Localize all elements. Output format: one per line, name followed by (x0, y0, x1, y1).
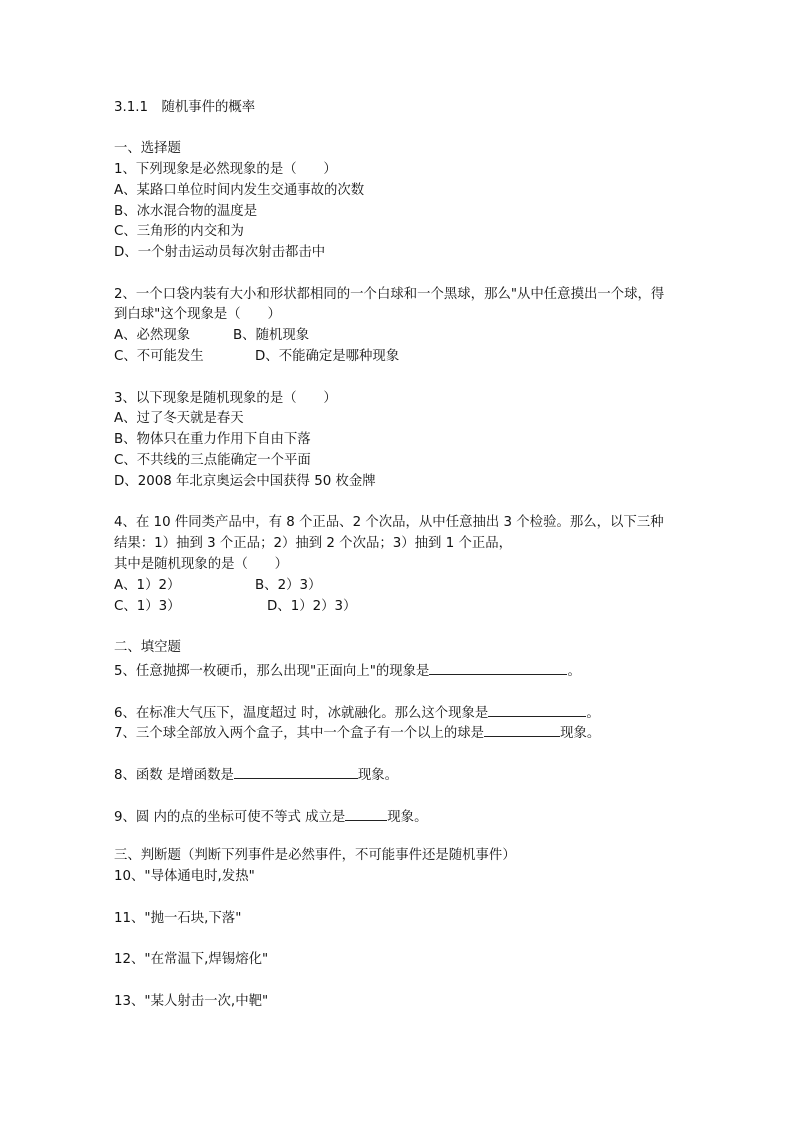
q3-option-b: B、物体只在重力作用下自由下落 (114, 432, 311, 447)
q1-option-a: A、某路口单位时间内发生交通事故的次数 (114, 183, 365, 198)
section-fill-heading: 二、填空题 (114, 640, 181, 655)
q3-option-d: D、2008 年北京奥运会中国获得 50 枚金牌 (114, 474, 376, 489)
q1-stem: 1、下列现象是必然现象的是（ ） (114, 162, 337, 177)
q6-suffix: 。 (586, 706, 600, 721)
q2-option-a: A、必然现象 (114, 328, 191, 343)
q2-option-c: C、不可能发生 (114, 349, 204, 364)
q4-option-c: C、1）3） (114, 599, 181, 614)
q10-item: 10、"导体通电时,发热" (114, 869, 255, 884)
doc-title: 3.1.1 随机事件的概率 (114, 100, 256, 115)
q9-answer-blank[interactable] (345, 806, 387, 821)
q9-suffix: 现象。 (387, 810, 428, 825)
q6-answer-blank[interactable] (488, 702, 586, 717)
q5-line (114, 660, 581, 681)
q2-stem-line2: 到白球"这个现象是（ ） (114, 307, 281, 322)
q12-item: 12、"在常温下,焊锡熔化" (114, 952, 269, 967)
q6-text: 6、在标准大气压下，温度超过 时，冰就融化。那么这个现象是 (114, 706, 489, 721)
q7-line (114, 722, 600, 743)
q9-line (114, 806, 427, 827)
q4-option-d: D、1）2）3） (267, 599, 357, 614)
q5-suffix: 。 (567, 664, 581, 679)
q2-option-b: B、随机现象 (233, 328, 310, 343)
q4-option-a: A、1）2） (114, 578, 181, 593)
q1-option-d: D、一个射击运动员每次射击都击中 (114, 245, 326, 260)
q3-option-a: A、过了冬天就是春天 (114, 411, 244, 426)
q4-option-b: B、2）3） (255, 578, 322, 593)
q1-option-b: B、冰水混合物的温度是 (114, 204, 258, 219)
q5-text: 5、任意抛掷一枚硬币，那么出现"正面向上"的现象是 (114, 664, 430, 679)
q2-option-d: D、不能确定是哪种现象 (255, 349, 400, 364)
q4-stem-line2: 结果：1）抽到 3 个正品；2）抽到 2 个次品；3）抽到 1 个正品， (114, 536, 513, 551)
q4-stem-line3: 其中是随机现象的是（ ） (114, 557, 289, 572)
q3-stem: 3、以下现象是随机现象的是（ ） (114, 391, 337, 406)
q3-option-c: C、不共线的三点能确定一个平面 (114, 453, 311, 468)
q5-answer-blank[interactable] (429, 660, 567, 675)
q13-item: 13、"某人射击一次,中靶" (114, 994, 269, 1009)
q2-stem-line1: 2、一个口袋内装有大小和形状都相同的一个白球和一个黑球，那么"从中任意摸出一个球，得 (114, 287, 665, 302)
section-choice-heading: 一、选择题 (114, 141, 181, 156)
q7-text: 7、三个球全部放入两个盒子，其中一个盒子有一个以上的球是 (114, 726, 485, 741)
q9-text: 9、圆 内的点的坐标可使不等式 成立是 (114, 810, 346, 825)
q8-suffix: 现象。 (357, 768, 399, 783)
q11-item: 11、"抛一石块,下落" (114, 911, 242, 926)
q4-stem-line1: 4、在 10 件同类产品中，有 8 个正品、2 个次品，从中任意抽出 3 个检验。那么，以下三种 (114, 515, 664, 530)
q7-suffix: 现象。 (560, 726, 601, 741)
section-judge-heading: 三、判断题（判断下列事件是必然事件，不可能事件还是随机事件） (114, 848, 516, 863)
q1-option-c: C、三角形的内交和为 (114, 224, 244, 239)
q7-answer-blank[interactable] (484, 722, 560, 737)
q6-line (114, 702, 600, 723)
q8-text: 8、函数 是增函数是 (114, 768, 234, 783)
q8-line (114, 764, 398, 785)
q8-answer-blank[interactable] (234, 764, 358, 779)
